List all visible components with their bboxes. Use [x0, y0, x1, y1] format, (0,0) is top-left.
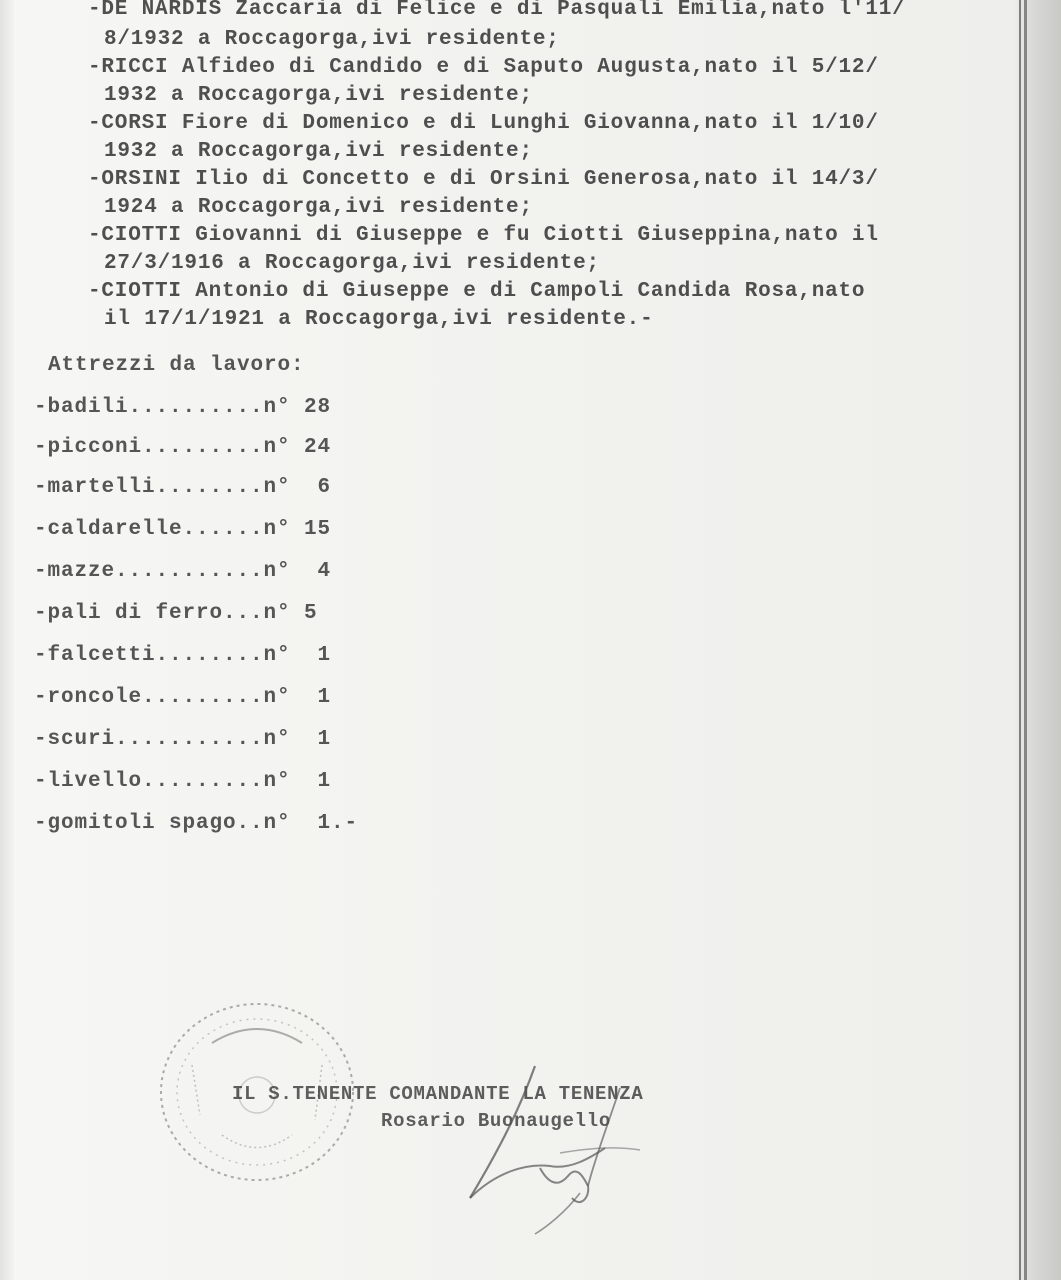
page-left-edge [0, 0, 14, 1280]
tool-item: -mazze...........n° 4 [34, 560, 332, 583]
person-line: 1932 a Roccagorga,ivi residente; [104, 140, 533, 163]
person-line: -RICCI Alfideo di Candido e di Saputo Augusta,nato il 5/12/ [88, 56, 879, 79]
tool-item: -scuri...........n° 1 [34, 728, 332, 751]
tools-heading: Attrezzi da lavoro: [48, 354, 305, 377]
tool-item: -badili..........n° 28 [34, 396, 332, 419]
person-line: -CIOTTI Giovanni di Giuseppe e fu Ciotti Giuseppina,nato il [88, 224, 879, 247]
person-line: 8/1932 a Roccagorga,ivi residente; [104, 28, 560, 51]
tool-item: -pali di ferro...n° 5 [34, 602, 318, 625]
person-line: il 17/1/1921 a Roccagorga,ivi residente.- [104, 308, 654, 331]
handwritten-signature [440, 1048, 650, 1238]
person-line: -CORSI Fiore di Domenico e di Lunghi Giovanna,nato il 1/10/ [88, 112, 879, 135]
tool-item: -caldarelle......n° 15 [34, 518, 332, 541]
person-line: 1924 a Roccagorga,ivi residente; [104, 196, 533, 219]
tool-item: -gomitoli spago..n° 1.- [34, 812, 359, 835]
page-binding-line-dark [1024, 0, 1027, 1280]
person-line: 1932 a Roccagorga,ivi residente; [104, 84, 533, 107]
page-right-edge [1015, 0, 1061, 1280]
signature-name: Rosario Buonaugello [381, 1110, 611, 1132]
signature-title: IL S.TENENTE COMANDANTE LA TENENZA [232, 1083, 644, 1105]
tool-item: -picconi.........n° 24 [34, 436, 332, 459]
person-line: 27/3/1916 a Roccagorga,ivi residente; [104, 252, 600, 275]
tool-item: -livello.........n° 1 [34, 770, 332, 793]
person-line: -CIOTTI Antonio di Giuseppe e di Campoli Candida Rosa,nato [88, 280, 866, 303]
person-line: -DE NARDIS Zaccaria di Felice e di Pasquali Emilia,nato l'11/ [88, 0, 906, 21]
tool-item: -martelli........n° 6 [34, 476, 332, 499]
page-binding-line [1019, 0, 1021, 1280]
tool-item: -falcetti........n° 1 [34, 644, 332, 667]
person-line: -ORSINI Ilio di Concetto e di Orsini Generosa,nato il 14/3/ [88, 168, 879, 191]
tool-item: -roncole.........n° 1 [34, 686, 332, 709]
